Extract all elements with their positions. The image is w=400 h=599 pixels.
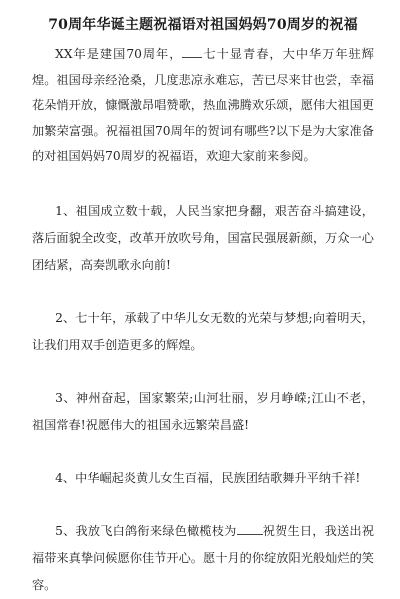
- spacer: [32, 279, 374, 305]
- spacer: [32, 439, 374, 465]
- blessing-item-5: [32, 518, 374, 599]
- document-title: 70周年华诞主题祝福语对祖国妈妈70周岁的祝福: [48, 17, 358, 33]
- blessing-item-5-part2: 祝贺生日，我送出祝福带来真挚问候愿你佳节开心。愿十月的你绽放阳光般灿烂的笑容。: [32, 523, 375, 592]
- intro-text-part2: 七十显青春，大中华万年驻辉煌。祖国母亲经沧桑，几度悲凉永难忘，苦已尽来甘也尝，幸福花朵悄开放，慷慨激昂唱赞歌，热血沸腾欢乐颂，愿伟大祖国更加繁荣富强。祝福祖国70周年的贺词有哪些?以下是为大家准备的对祖国妈妈70周岁的祝福语，欢迎大家前来参阅。: [32, 47, 374, 163]
- blessing-item-3: 3、神州奋起，国家繁荣;山河壮丽，岁月峥嵘;江山不老，祖国常春!祝愿伟大的祖国永远繁荣昌盛!: [32, 390, 374, 432]
- blessing-item-4: 4、中华崛起炎黄儿女生百福，民族团结歌舞升平纳千祥!: [55, 470, 361, 485]
- blessing-item-5-part1: 5、我放飞白鸽衔来绿色橄榄枝为: [55, 523, 237, 538]
- blessing-item-2: 2、七十年，承载了中华儿女无数的光荣与梦想;向着明天，让我们用双手创造更多的辉煌。: [32, 310, 374, 352]
- intro-text-part1: XX年是建国70周年，: [55, 47, 183, 61]
- spacer: [32, 170, 374, 198]
- spacer: [32, 492, 374, 518]
- fill-in-blank: [237, 523, 263, 535]
- spacer: [32, 359, 374, 385]
- blessing-item-1: 1、祖国成立数十载，人民当家把身翻，艰苦奋斗搞建设，落后面貌全改变，改革开放吹号角，国富民强展新颜，万众一心团结紧，高奏凯歌永向前!: [32, 203, 374, 272]
- fill-in-blank: [182, 46, 202, 58]
- intro-paragraph: [32, 42, 374, 170]
